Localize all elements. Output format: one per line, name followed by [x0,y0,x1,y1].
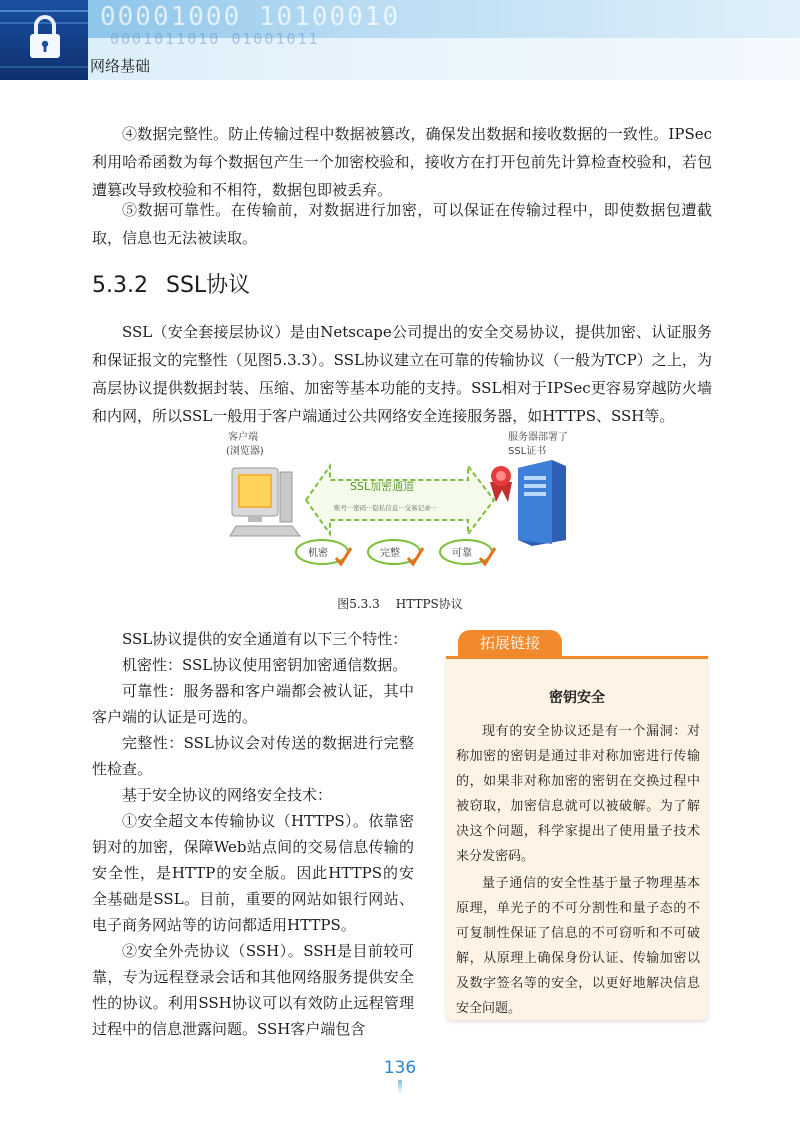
paragraph-ssh: ②安全外壳协议（SSH）。SSH是目前较可靠，专为远程登录会话和其他网络服务提供安全性的协议。利用SSH协议可以有效防止远程管理过程中的信息泄露问题。SSH客户端包含 [92,942,414,1038]
server-sublabel: SSL证书 [508,446,547,457]
page-number-bar [398,1080,402,1094]
server-icon [518,460,566,546]
figure-caption-number: 图5.3.3 [337,597,380,611]
paragraph-security-tech: 基于安全协议的网络安全技术： [122,786,333,804]
paragraph-data-integrity: ④数据完整性。防止传输过程中数据被篡改，确保发出数据和接收数据的一致性。IPSec利用哈希函数为每个数据包产生一个加密校验和，接收方在打开包前先计算检查校验和，若包遭篡改导致校验和不相符，数据包即被丢弃。 [92,125,712,199]
sidebar-box [446,656,708,1020]
ssl-channel-items: 账号···密码···隐私信息···交易记录··· [334,504,437,512]
section-heading-number: 5.3.2 [92,273,148,298]
sidebar-paragraph-1: 现有的安全协议还是有一个漏洞：对称加密的密钥是通过非对称加密进行传输的，如果非对称加密的密钥在交换过程中被窃取，加密信息就可以被破解。为了解决这个问题，科学家提出了使用量子技术来分发密码。 [456,724,700,864]
paragraph-data-reliability: ⑤数据可靠性。在传输前，对数据进行加密，可以保证在传输过程中，即使数据包遭截取，信息也无法被读取。 [92,201,712,247]
section-heading-title: SSL协议 [165,273,251,298]
paragraph-integrity: 完整性：SSL协议会对传送的数据进行完整性检查。 [92,734,414,778]
ssl-channel-arrow [306,466,494,534]
sidebar-title: 密钥安全 [549,690,605,706]
certificate-ribbon-icon [490,466,512,502]
badge-label-reliability: 可靠 [452,548,472,559]
ssl-channel-label: SSL加密通道 [350,480,415,493]
figure-caption [0,595,800,612]
padlock-icon [28,14,62,60]
client-sublabel: (浏览器) [226,446,264,457]
figure-caption-title: HTTPS协议 [395,597,463,611]
header-lock-image [0,0,88,80]
paragraph-ssl-intro: SSL（安全套接层协议）是由Netscape公司提出的安全交易协议，提供加密、认证服务和保证报文的完整性（见图5.3.3）。SSL协议建立在可靠的传输协议（一般为TCP）之上，为高层协议提供数据封装、压缩、加密等基本功能的支持。SSL相对于IPSec更容易穿越防火墙和内网，所以SSL一般用于客户端通过公共网络安全连接服务器，如HTTPS、SSH等。 [92,323,712,425]
sidebar-paragraph-2: 量子通信的安全性基于量子物理基本原理，单光子的不可分割性和量子态的不可复制性保证了信息的不可窃听和不可破解，从原理上确保身份认证、传输加密以及数字签名等的安全，以更好地解决信息安全问题。 [456,876,700,1016]
paragraph-reliability: 可靠性：服务器和客户端都会被认证，其中客户端的认证是可选的。 [92,682,414,726]
sidebar-tab: 拓展链接 [458,630,562,656]
header-binary-pattern: 00001000 10100010 [100,2,401,32]
paragraph-ssl-features: SSL协议提供的安全通道有以下三个特性： [122,630,408,648]
https-diagram [222,428,580,586]
paragraph-confidentiality: 机密性：SSL协议使用密钥加密通信数据。 [122,656,408,674]
badge-label-confidential: 机密 [308,548,328,559]
header-binary-pattern-small: 0001011010 01001011 [110,30,320,48]
client-label: 客户端 [228,432,258,443]
page-header [0,0,800,80]
badge-label-integrity: 完整 [380,548,400,559]
section-heading [92,268,250,299]
paragraph-https: ①安全超文本传输协议（HTTPS）。依靠密钥对的加密，保障Web站点间的交易信息传输的安全性，是HTTP的安全版。因此HTTPS的安全基础是SSL。目前，重要的网站如银行网站、电子商务网站等的访问都适用HTTPS。 [92,812,414,934]
computer-icon [230,468,300,536]
page-number: 136 [383,1058,417,1078]
server-label: 服务器部署了 [508,432,568,443]
section-title: 网络基础 [90,57,151,75]
